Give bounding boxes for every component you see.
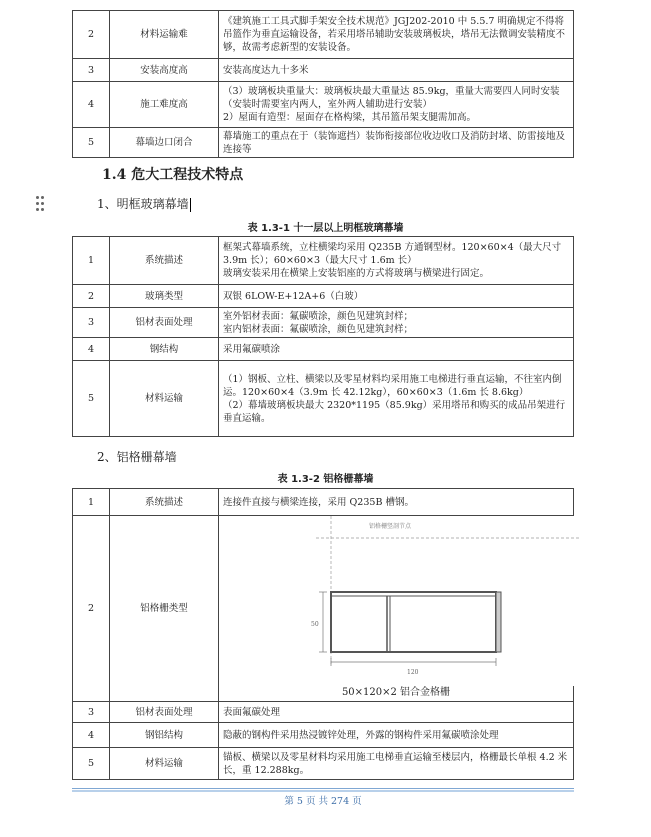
table-row — [73, 516, 574, 702]
row-number: 4 — [73, 723, 110, 748]
table2-caption: 表 1.3-2 铝格栅幕墙 — [277, 474, 374, 485]
footer-divider-top — [72, 788, 574, 789]
table-row — [73, 723, 574, 748]
row-description: （3）玻璃板块重量大：玻璃板块最大重量达 85.9kg，重量大需要四人同时安装（安装时需要室内两人，室外两人辅助进行安装） 2）屋面有造型：屋面存在格构梁，其吊篮吊架支腿需加高。 — [219, 82, 574, 128]
row-item: 安装高度高 — [110, 59, 219, 82]
table-row — [73, 702, 574, 723]
row-description: 采用氟碳喷涂 — [219, 338, 574, 361]
text-cursor — [190, 198, 191, 212]
row-description: 室外铝材表面：氟碳喷涂，颜色见建筑封样； 室内铝材表面：氟碳喷涂，颜色见建筑封样； — [219, 308, 574, 338]
row-item: 系统描述 — [110, 489, 219, 516]
table-row — [73, 237, 574, 285]
risk-table-continued — [72, 10, 574, 158]
row-description: 《建筑施工工具式脚手架安全技术规范》JGJ202-2010 中 5.5.7 明确规定不得将吊篮作为垂直运输设备，若采用塔吊辅助安装玻璃板块，塔吊无法微调安装精度不够，故需考虑新型的安装设备。 — [219, 11, 574, 59]
table-row — [73, 59, 574, 82]
aluminum-grille-table — [72, 488, 574, 780]
table-row — [73, 748, 574, 780]
table-row — [73, 11, 574, 59]
drag-handle-icon[interactable] — [36, 196, 46, 212]
row-number: 2 — [73, 11, 110, 59]
row-item: 材料运输难 — [110, 11, 219, 59]
table-row — [73, 82, 574, 128]
row-number: 5 — [73, 748, 110, 780]
dimension-width-label: 120 — [407, 669, 419, 676]
row-number: 3 — [73, 308, 110, 338]
grille-drawing — [219, 516, 579, 686]
subsection-title-text: 1、明框玻璃幕墙 — [97, 197, 189, 211]
row-item: 施工难度高 — [110, 82, 219, 128]
dimension-height-label: 50 — [311, 621, 319, 628]
row-number: 2 — [73, 516, 110, 702]
glass-curtain-wall-table — [72, 236, 574, 437]
row-item: 玻璃类型 — [110, 285, 219, 308]
table-row — [73, 308, 574, 338]
row-item: 铝格栅类型 — [110, 516, 219, 702]
row-item: 铝材表面处理 — [110, 702, 219, 723]
subsection-title-aluminum-grille: 2、铝格栅幕墙 — [97, 450, 177, 464]
grille-section-diagram — [219, 516, 573, 686]
grille-diagram-cell — [219, 516, 574, 702]
row-description: （1）钢板、立柱、横梁以及零星材料均采用施工电梯进行垂直运输，不往室内倒运。120×60×4（3.9m 长 42.12kg），60×60×3（1.6m 长 8.6kg） （2）幕墙玻璃板块最大 2320*1195（85.9kg）采用塔吊和购买的成品吊架进行垂直运输。 — [219, 361, 574, 437]
section-title: 1.4 危大工程技术特点 — [102, 167, 244, 183]
row-item: 幕墙边口闭合 — [110, 128, 219, 158]
row-item: 材料运输 — [110, 361, 219, 437]
page-number-footer: 第 5 页 共 274 页 — [284, 796, 362, 807]
row-description: 锚板、横梁以及零星材料均采用施工电梯垂直运输至楼层内，格栅最长单根 4.2 米长，重 12.288kg。 — [219, 748, 574, 780]
subsection-title-glass-curtain-wall[interactable] — [97, 195, 191, 212]
row-number: 3 — [73, 702, 110, 723]
row-item: 钢结构 — [110, 338, 219, 361]
table1-caption: 表 1.3-1 十一层以上明框玻璃幕墙 — [247, 223, 404, 234]
row-number: 4 — [73, 338, 110, 361]
row-number: 4 — [73, 82, 110, 128]
row-number: 5 — [73, 128, 110, 158]
table-row — [73, 128, 574, 158]
row-description: 隐蔽的钢构件采用热浸镀锌处理，外露的钢构件采用氟碳喷涂处理 — [219, 723, 574, 748]
row-description: 幕墙施工的重点在于（装饰遮挡）装饰衔接部位收边收口及消防封堵、防雷接地及连接等 — [219, 128, 574, 158]
table-row — [73, 285, 574, 308]
row-item: 铝材表面处理 — [110, 308, 219, 338]
row-item: 钢铝结构 — [110, 723, 219, 748]
row-number: 5 — [73, 361, 110, 437]
table-row — [73, 338, 574, 361]
row-description: 双银 6LOW-E+12A+6（白玻） — [219, 285, 574, 308]
row-description: 表面氟碳处理 — [219, 702, 574, 723]
diagram-title-label: 铝格栅竖剖节点 — [369, 523, 412, 530]
row-description: 安装高度达九十多米 — [219, 59, 574, 82]
row-number: 2 — [73, 285, 110, 308]
row-item: 系统描述 — [110, 237, 219, 285]
footer-divider-shade — [72, 790, 574, 792]
row-description: 连接件直接与横梁连接，采用 Q235B 槽钢。 — [219, 489, 574, 516]
table-row — [73, 361, 574, 437]
row-number: 1 — [73, 237, 110, 285]
row-number: 3 — [73, 59, 110, 82]
table-row — [73, 489, 574, 516]
diagram-caption: 50×120×2 铝合金格栅 — [341, 687, 451, 698]
row-item: 材料运输 — [110, 748, 219, 780]
row-number: 1 — [73, 489, 110, 516]
row-description: 框架式幕墙系统，立柱横梁均采用 Q235B 方通钢型材。120×60×4（最大尺寸 3.9m 长）；60×60×3（最大尺寸 1.6m 长） 玻璃安装采用在横梁上安装铝座的方式将玻璃与横梁进行固定。 — [219, 237, 574, 285]
